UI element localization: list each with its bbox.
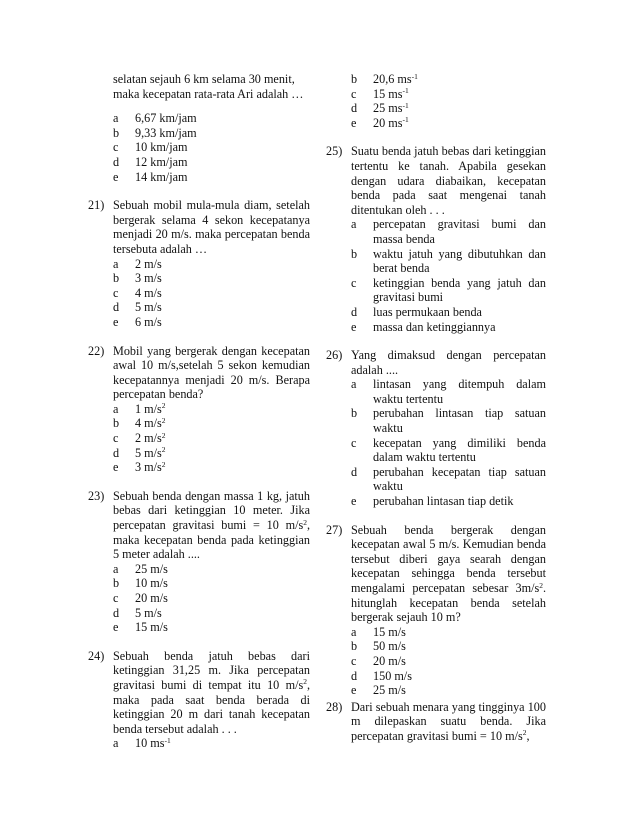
question-stem: Suatu benda jatuh bebas dari ketinggian tertentu ke tanah. Apabila gesekan dengan udara diabaikan, kecepatan benda pada saat mengenai tanah ditentukan oleh . . . bbox=[351, 144, 546, 217]
option-a: a 6,67 km/jam bbox=[113, 111, 197, 126]
question-stem: Sebuah benda jatuh bebas dari ketinggian 31,25 m. Jika percepatan gravitasi bumi di tempat itu 10 $m/s^2$, maka pada saat benda berada di ketinggian 20 m dari tanah kecepatan benda tersebut adalah . . . bbox=[113, 648, 310, 736]
option-b: b waktu jatuh yang dibutuhkan dan berat benda bbox=[351, 246, 546, 276]
option-a: a 1 $m/s^2$ bbox=[113, 401, 166, 416]
option-c: c ketinggian benda yang jatuh dan gravitasi bumi bbox=[351, 275, 546, 305]
option-d: d 5 $m/s^2$ bbox=[113, 445, 166, 460]
question-stem: Sebuah mobil mula-mula diam, setelah bergerak selama 4 sekon kecepatanya menjadi 20 m/s. maka percepatan benda tersebuta adalah … bbox=[113, 198, 310, 256]
question-number: 28) bbox=[326, 699, 343, 714]
question-stem: Mobil yang bergerak dengan kecepatan awal 10 m/s,setelah 5 sekon kemudian kecepatannya menjadi 20 m/s. Berapa percepatan benda? bbox=[113, 343, 310, 402]
left-column bbox=[88, 72, 310, 765]
stem-line: maka kecepatan rata-rata Ari adalah … bbox=[113, 86, 304, 101]
question-stem: Dari sebuah menara yang tingginya 100 m dilepaskan suatu benda. Jika percepatan gravitasi bumi = 10 $m/s^2$, bbox=[351, 699, 546, 743]
question-24-continuation bbox=[326, 72, 546, 130]
option-c: c 15 $ms^{-1}$ bbox=[351, 86, 409, 101]
option-d: d 12 km/jam bbox=[113, 154, 188, 169]
option-e: e 6 m/s bbox=[113, 314, 162, 329]
option-a: a 2 m/s bbox=[113, 256, 162, 271]
option-b: b 10 m/s bbox=[113, 576, 168, 591]
right-column bbox=[326, 72, 546, 758]
question-number: 26) bbox=[326, 348, 343, 363]
stem-line: selatan sejauh 6 km selama 30 menit, bbox=[113, 72, 295, 86]
option-e: e perubahan lintasan tiap detik bbox=[351, 494, 514, 509]
option-a: a 15 m/s bbox=[351, 624, 406, 639]
question-22 bbox=[88, 344, 310, 475]
question-25 bbox=[326, 144, 546, 334]
question-24 bbox=[88, 649, 310, 751]
option-b: b 20,6 $ms^{-1}$ bbox=[351, 71, 418, 86]
question-21 bbox=[88, 198, 310, 329]
option-e: e 15 m/s bbox=[113, 620, 168, 635]
option-e: e 20 $ms^{-1}$ bbox=[351, 115, 409, 130]
option-d: d 5 m/s bbox=[113, 605, 162, 620]
question-stem: Yang dimaksud dengan percepatan adalah .... bbox=[351, 348, 546, 377]
option-c: c 10 km/jam bbox=[113, 140, 188, 155]
option-b: b 50 m/s bbox=[351, 639, 406, 654]
option-a: a lintasan yang ditempuh dalam waktu tertentu bbox=[351, 377, 546, 406]
question-23 bbox=[88, 489, 310, 635]
question-number: 21) bbox=[88, 198, 105, 213]
option-b: b 4 $m/s^2$ bbox=[113, 415, 166, 431]
option-e: e 25 m/s bbox=[351, 683, 406, 698]
option-d: d 25 $ms^{-1}$ bbox=[351, 100, 409, 116]
option-d: d perubahan kecepatan tiap satuan waktu bbox=[351, 464, 546, 494]
question-stem: Sebuah benda dengan massa 1 kg, jatuh bebas dari ketinggian 10 meter. Jika percepatan gravitasi bumi = 10 $m/s^2$, maka kecepatan benda pada ketinggian 5 meter adalah .... bbox=[113, 488, 310, 562]
question-26 bbox=[326, 348, 546, 509]
question-28 bbox=[326, 700, 546, 744]
question-number: 24) bbox=[88, 648, 105, 663]
question-20-continuation bbox=[88, 72, 310, 184]
question-number: 27) bbox=[326, 522, 343, 537]
option-a: a 10 $ms^{-1}$ bbox=[113, 735, 171, 751]
option-c: c kecepatan yang dimiliki benda dalam waktu tertentu bbox=[351, 435, 546, 465]
option-a: a 25 m/s bbox=[113, 561, 168, 576]
question-number: 25) bbox=[326, 144, 343, 159]
option-b: b 3 m/s bbox=[113, 271, 162, 286]
question-27 bbox=[326, 523, 546, 698]
question-number: 22) bbox=[88, 343, 105, 358]
option-b: b perubahan lintasan tiap satuan waktu bbox=[351, 406, 546, 436]
option-a: a percepatan gravitasi bumi dan massa benda bbox=[351, 217, 546, 246]
question-stem: Sebuah benda bergerak dengan kecepatan awal 5 m/s. Kemudian benda tersebut diberi gaya searah dengan kecepatan sehingga benda tersebut mengalami percepatan sebesar $3m/s^2$. hitunglah kecepatan benda setelah bergerak sejauh 10 m? bbox=[351, 522, 546, 625]
option-b: b 9,33 km/jam bbox=[113, 125, 197, 140]
option-d: d 150 m/s bbox=[351, 668, 412, 683]
option-c: c 2 $m/s^2$ bbox=[113, 430, 166, 446]
option-e: e massa dan ketinggiannya bbox=[351, 319, 496, 334]
option-c: c 20 m/s bbox=[113, 591, 168, 605]
question-number: 23) bbox=[88, 488, 105, 503]
option-c: c 4 m/s bbox=[113, 285, 162, 300]
option-d: d 5 m/s bbox=[113, 300, 162, 315]
option-c: c 20 m/s bbox=[351, 653, 406, 668]
option-e: e 3 $m/s^2$ bbox=[113, 459, 166, 475]
option-d: d luas permukaan benda bbox=[351, 304, 482, 319]
option-e: e 14 km/jam bbox=[113, 169, 188, 184]
